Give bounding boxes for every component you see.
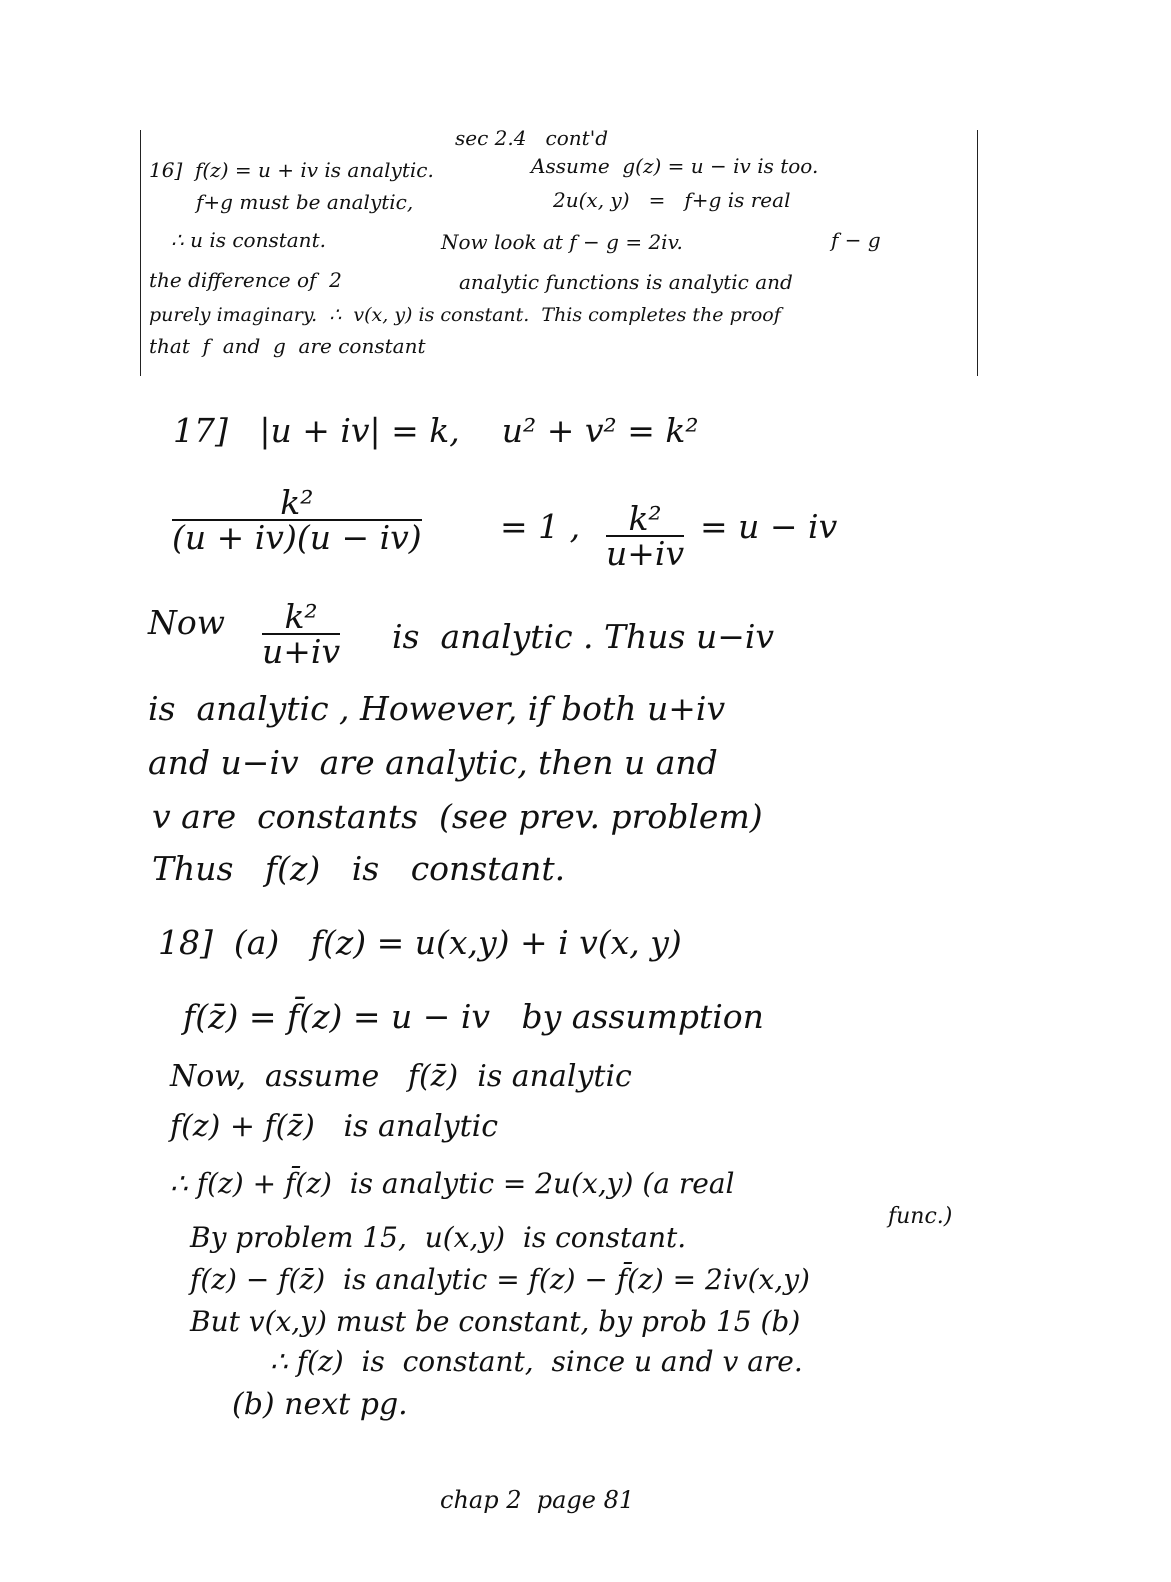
p18-line-6: By problem 15, u(x,y) is constant. bbox=[190, 1221, 687, 1254]
p18-line-8: But v(x,y) must be constant, by prob 15 (b) bbox=[190, 1305, 801, 1338]
p16-line2b: 2u(x, y) = f+g is real bbox=[553, 188, 791, 212]
p17-sentence-3: and u−iv are analytic, then u and bbox=[148, 743, 718, 782]
p17-sentence-1: is analytic . Thus u−iv bbox=[392, 617, 775, 656]
p18-line-3: Now, assume f(z̄) is analytic bbox=[170, 1059, 632, 1094]
p16-line3b: Now look at f − g = 2iv. bbox=[441, 230, 683, 254]
p16-line5: purely imaginary. ∴ v(x, y) is constant. This completes the proof bbox=[149, 304, 781, 326]
page-footer: chap 2 page 81 bbox=[440, 1486, 635, 1514]
p17-fraction-3-denominator: u+iv bbox=[262, 632, 341, 671]
p16-line6: that f and g are constant bbox=[149, 334, 426, 358]
p17-fraction-1-denominator: (u + iv)(u − iv) bbox=[172, 518, 422, 557]
p17-fraction-2-denominator: u+iv bbox=[606, 534, 685, 573]
page-header: sec 2.4 cont'd bbox=[455, 126, 608, 150]
p18-line-1: 18] (a) f(z) = u(x,y) + i v(x, y) bbox=[158, 923, 682, 962]
p18-line-2: f(z̄) = f̄(z) = u − iv by assumption bbox=[183, 997, 764, 1036]
p17-equals-conjugate: = u − iv bbox=[700, 507, 838, 546]
p17-sentence-5: Thus f(z) is constant. bbox=[152, 849, 566, 888]
p17-fraction-2-numerator: k² bbox=[628, 499, 662, 538]
p16-line1b: Assume g(z) = u − iv is too. bbox=[531, 154, 819, 178]
p17-fraction-3-numerator: k² bbox=[284, 597, 318, 636]
p16-line4b: analytic functions is analytic and bbox=[459, 270, 793, 294]
p17-fraction-3 bbox=[262, 597, 341, 671]
p17-sentence-4: v are constants (see prev. problem) bbox=[152, 797, 763, 836]
p18-line-7: f(z) − f(z̄) is analytic = f(z) − f̄(z) = 2iv(x,y) bbox=[190, 1263, 810, 1296]
p16-line2a: f+g must be analytic, bbox=[196, 190, 414, 214]
p17-sentence-2: is analytic , However, if both u+iv bbox=[148, 689, 726, 728]
p16-line4a: the difference of 2 bbox=[149, 268, 342, 292]
p18-line-10: (b) next pg. bbox=[232, 1387, 408, 1422]
p17-fraction-1-numerator: k² bbox=[280, 483, 314, 522]
p18-line-9: ∴ f(z) is constant, since u and v are. bbox=[270, 1345, 803, 1378]
p17-fraction-2 bbox=[606, 499, 685, 573]
p16-line3a: ∴ u is constant. bbox=[171, 228, 326, 252]
p18-line-4: f(z) + f(z̄) is analytic bbox=[170, 1109, 499, 1144]
p17-equals-one: = 1 , bbox=[500, 507, 581, 546]
p17-equation-1: 17] |u + iv| = k, u² + v² = k² bbox=[173, 411, 699, 450]
p17-now: Now bbox=[148, 603, 225, 642]
p18-line-5: ∴ f(z) + f̄(z) is analytic = 2u(x,y) (a real bbox=[170, 1167, 735, 1200]
p18-line-5b: func.) bbox=[888, 1204, 953, 1229]
problem-16-box bbox=[140, 126, 978, 376]
p16-line3c: f − g bbox=[831, 228, 881, 252]
p17-fraction-1 bbox=[172, 483, 422, 557]
p16-line1a: 16] f(z) = u + iv is analytic. bbox=[149, 158, 434, 182]
